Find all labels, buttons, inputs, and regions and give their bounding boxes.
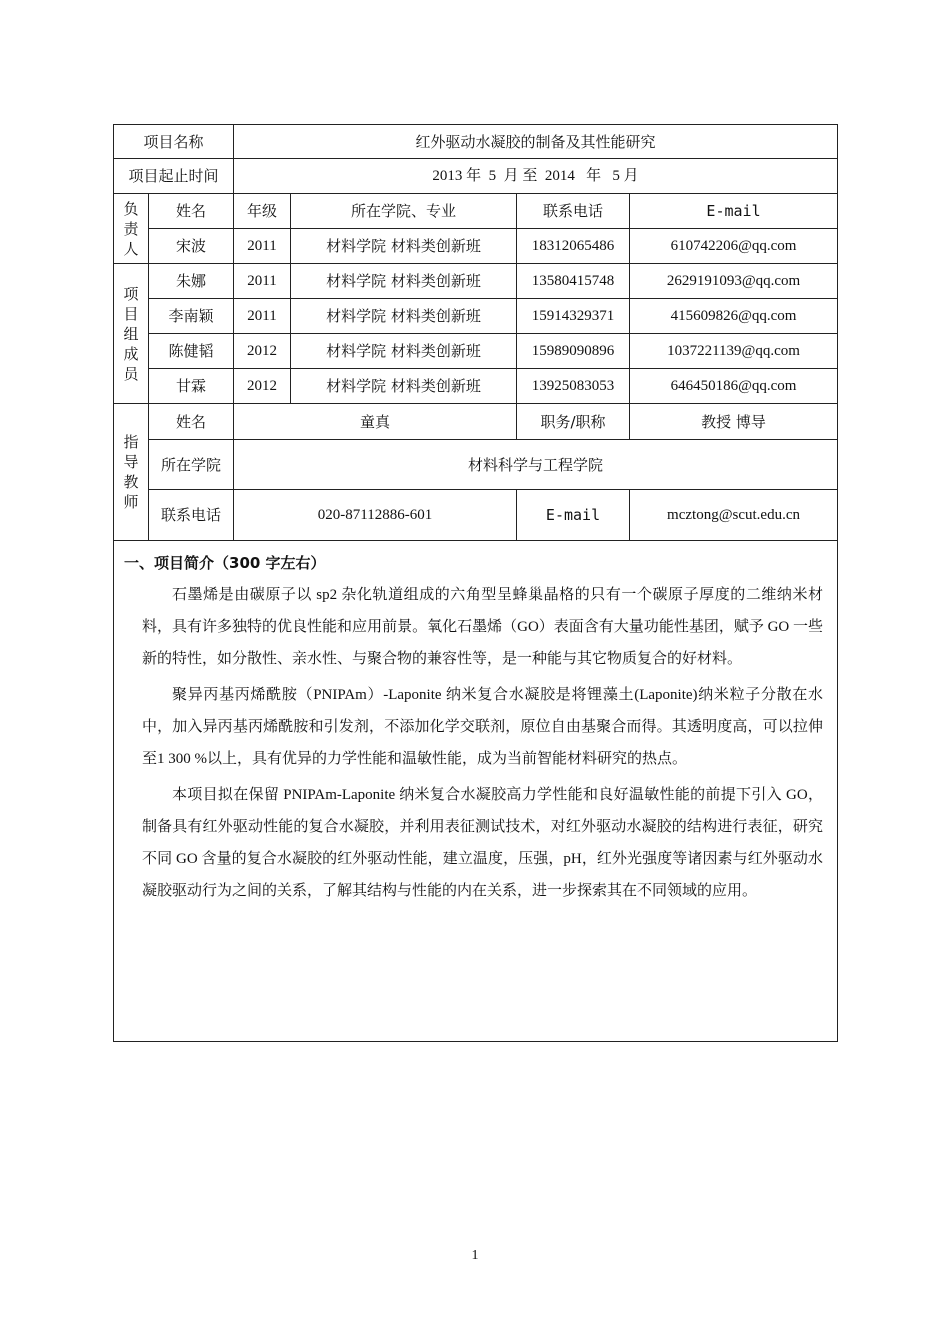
member-phone: 13925083053: [517, 369, 630, 404]
advisor-title-value: 教授 博导: [630, 404, 838, 440]
members-group-label: 项 目 组 成 员: [114, 264, 149, 404]
member-email: 415609826@qq.com: [630, 299, 838, 334]
member-email: 2629191093@qq.com: [630, 264, 838, 299]
member-name: 甘霖: [149, 369, 234, 404]
advisor-phone-label: 联系电话: [149, 490, 234, 541]
member-phone: 15914329371: [517, 299, 630, 334]
member-grade: 2012: [234, 369, 291, 404]
project-period-row: [114, 159, 838, 194]
advisor-email-label: E-mail: [517, 490, 630, 541]
member-name: 朱娜: [149, 264, 234, 299]
header-grade: 年级: [234, 194, 291, 229]
intro-row: [114, 541, 838, 1042]
application-form-table: [113, 124, 838, 1042]
leader-phone: 18312065486: [517, 229, 630, 264]
member-grade: 2011: [234, 299, 291, 334]
member-name: 陈健韬: [149, 334, 234, 369]
advisor-name-value: 童真: [234, 404, 517, 440]
header-college: 所在学院、专业: [291, 194, 517, 229]
leader-email: 610742206@qq.com: [630, 229, 838, 264]
member-college: 材料学院 材料类创新班: [291, 334, 517, 369]
intro-paragraph: 石墨烯是由碳原子以 sp2 杂化轨道组成的六角型呈蜂巢晶格的只有一个碳原子厚度的二维纳米材料，具有许多独特的优良性能和应用前景。氧化石墨烯（GO）表面含有大量功能性基团，赋予 GO 一些新的特性，如分散性、亲水性、与聚合物的兼容性等，是一种能与其它物质复合的好材料。: [142, 587, 824, 667]
advisor-title-label: 职务/职称: [517, 404, 630, 440]
intro-paragraph: 聚异丙基丙烯酰胺（PNIPAm）-Laponite 纳米复合水凝胶是将锂藻土(Laponite)纳米粒子分散在水中，加入异丙基丙烯酰胺和引发剂，不添加化学交联剂，原位自由基聚合而得。其透明度高，可以拉伸至1 300 %以上，具有优异的力学性能和温敏性能，成为当前智能材料研究的热点。: [142, 687, 824, 767]
leader-header-row: [114, 194, 838, 229]
leader-row: [114, 229, 838, 264]
member-phone: 15989090896: [517, 334, 630, 369]
leader-college: 材料学院 材料类创新班: [291, 229, 517, 264]
advisor-group-label: 指 导 教 师: [114, 404, 149, 541]
member-email: 646450186@qq.com: [630, 369, 838, 404]
project-name-label: 项目名称: [114, 125, 234, 159]
project-period-label: 项目起止时间: [114, 159, 234, 194]
table-row: [114, 369, 838, 404]
header-phone: 联系电话: [517, 194, 630, 229]
advisor-contact-row: [114, 490, 838, 541]
advisor-name-label: 姓名: [149, 404, 234, 440]
project-intro-section: [114, 541, 838, 1042]
intro-title: 一、项目简介（300 字左右）: [124, 554, 326, 572]
member-college: 材料学院 材料类创新班: [291, 264, 517, 299]
intro-paragraph: 本项目拟在保留 PNIPAm-Laponite 纳米复合水凝胶高力学性能和良好温敏性能的前提下引入 GO，制备具有红外驱动性能的复合水凝胶，并利用表征测试技术，对红外驱动水凝胶的结构进行表征，研究不同 GO 含量的复合水凝胶的红外驱动性能，建立温度，压强，pH，红外光强度等诸因素与红外驱动水凝胶驱动行为之间的关系，了解其结构与性能的内在关系，进一步探索其在不同领域的应用。: [142, 787, 824, 899]
table-row: [114, 299, 838, 334]
advisor-college-label: 所在学院: [149, 440, 234, 490]
table-row: [114, 334, 838, 369]
advisor-name-row: [114, 404, 838, 440]
member-grade: 2012: [234, 334, 291, 369]
member-grade: 2011: [234, 264, 291, 299]
header-name: 姓名: [149, 194, 234, 229]
table-row: [114, 264, 838, 299]
leader-name: 宋波: [149, 229, 234, 264]
member-name: 李南颖: [149, 299, 234, 334]
advisor-phone-value: 020-87112886-601: [234, 490, 517, 541]
member-phone: 13580415748: [517, 264, 630, 299]
leader-group-label: 负 责 人: [114, 194, 149, 264]
advisor-college-value: 材料科学与工程学院: [234, 440, 838, 490]
advisor-college-row: [114, 440, 838, 490]
advisor-email-value: mcztong@scut.edu.cn: [630, 490, 838, 541]
project-name-value: 红外驱动水凝胶的制备及其性能研究: [234, 125, 838, 159]
page-number: 1: [471, 1248, 479, 1263]
leader-grade: 2011: [234, 229, 291, 264]
member-email: 1037221139@qq.com: [630, 334, 838, 369]
member-college: 材料学院 材料类创新班: [291, 369, 517, 404]
project-period-value: 2013 年 5 月 至 2014 年 5 月: [234, 159, 838, 194]
member-college: 材料学院 材料类创新班: [291, 299, 517, 334]
header-email: E-mail: [630, 194, 838, 229]
project-name-row: [114, 125, 838, 159]
